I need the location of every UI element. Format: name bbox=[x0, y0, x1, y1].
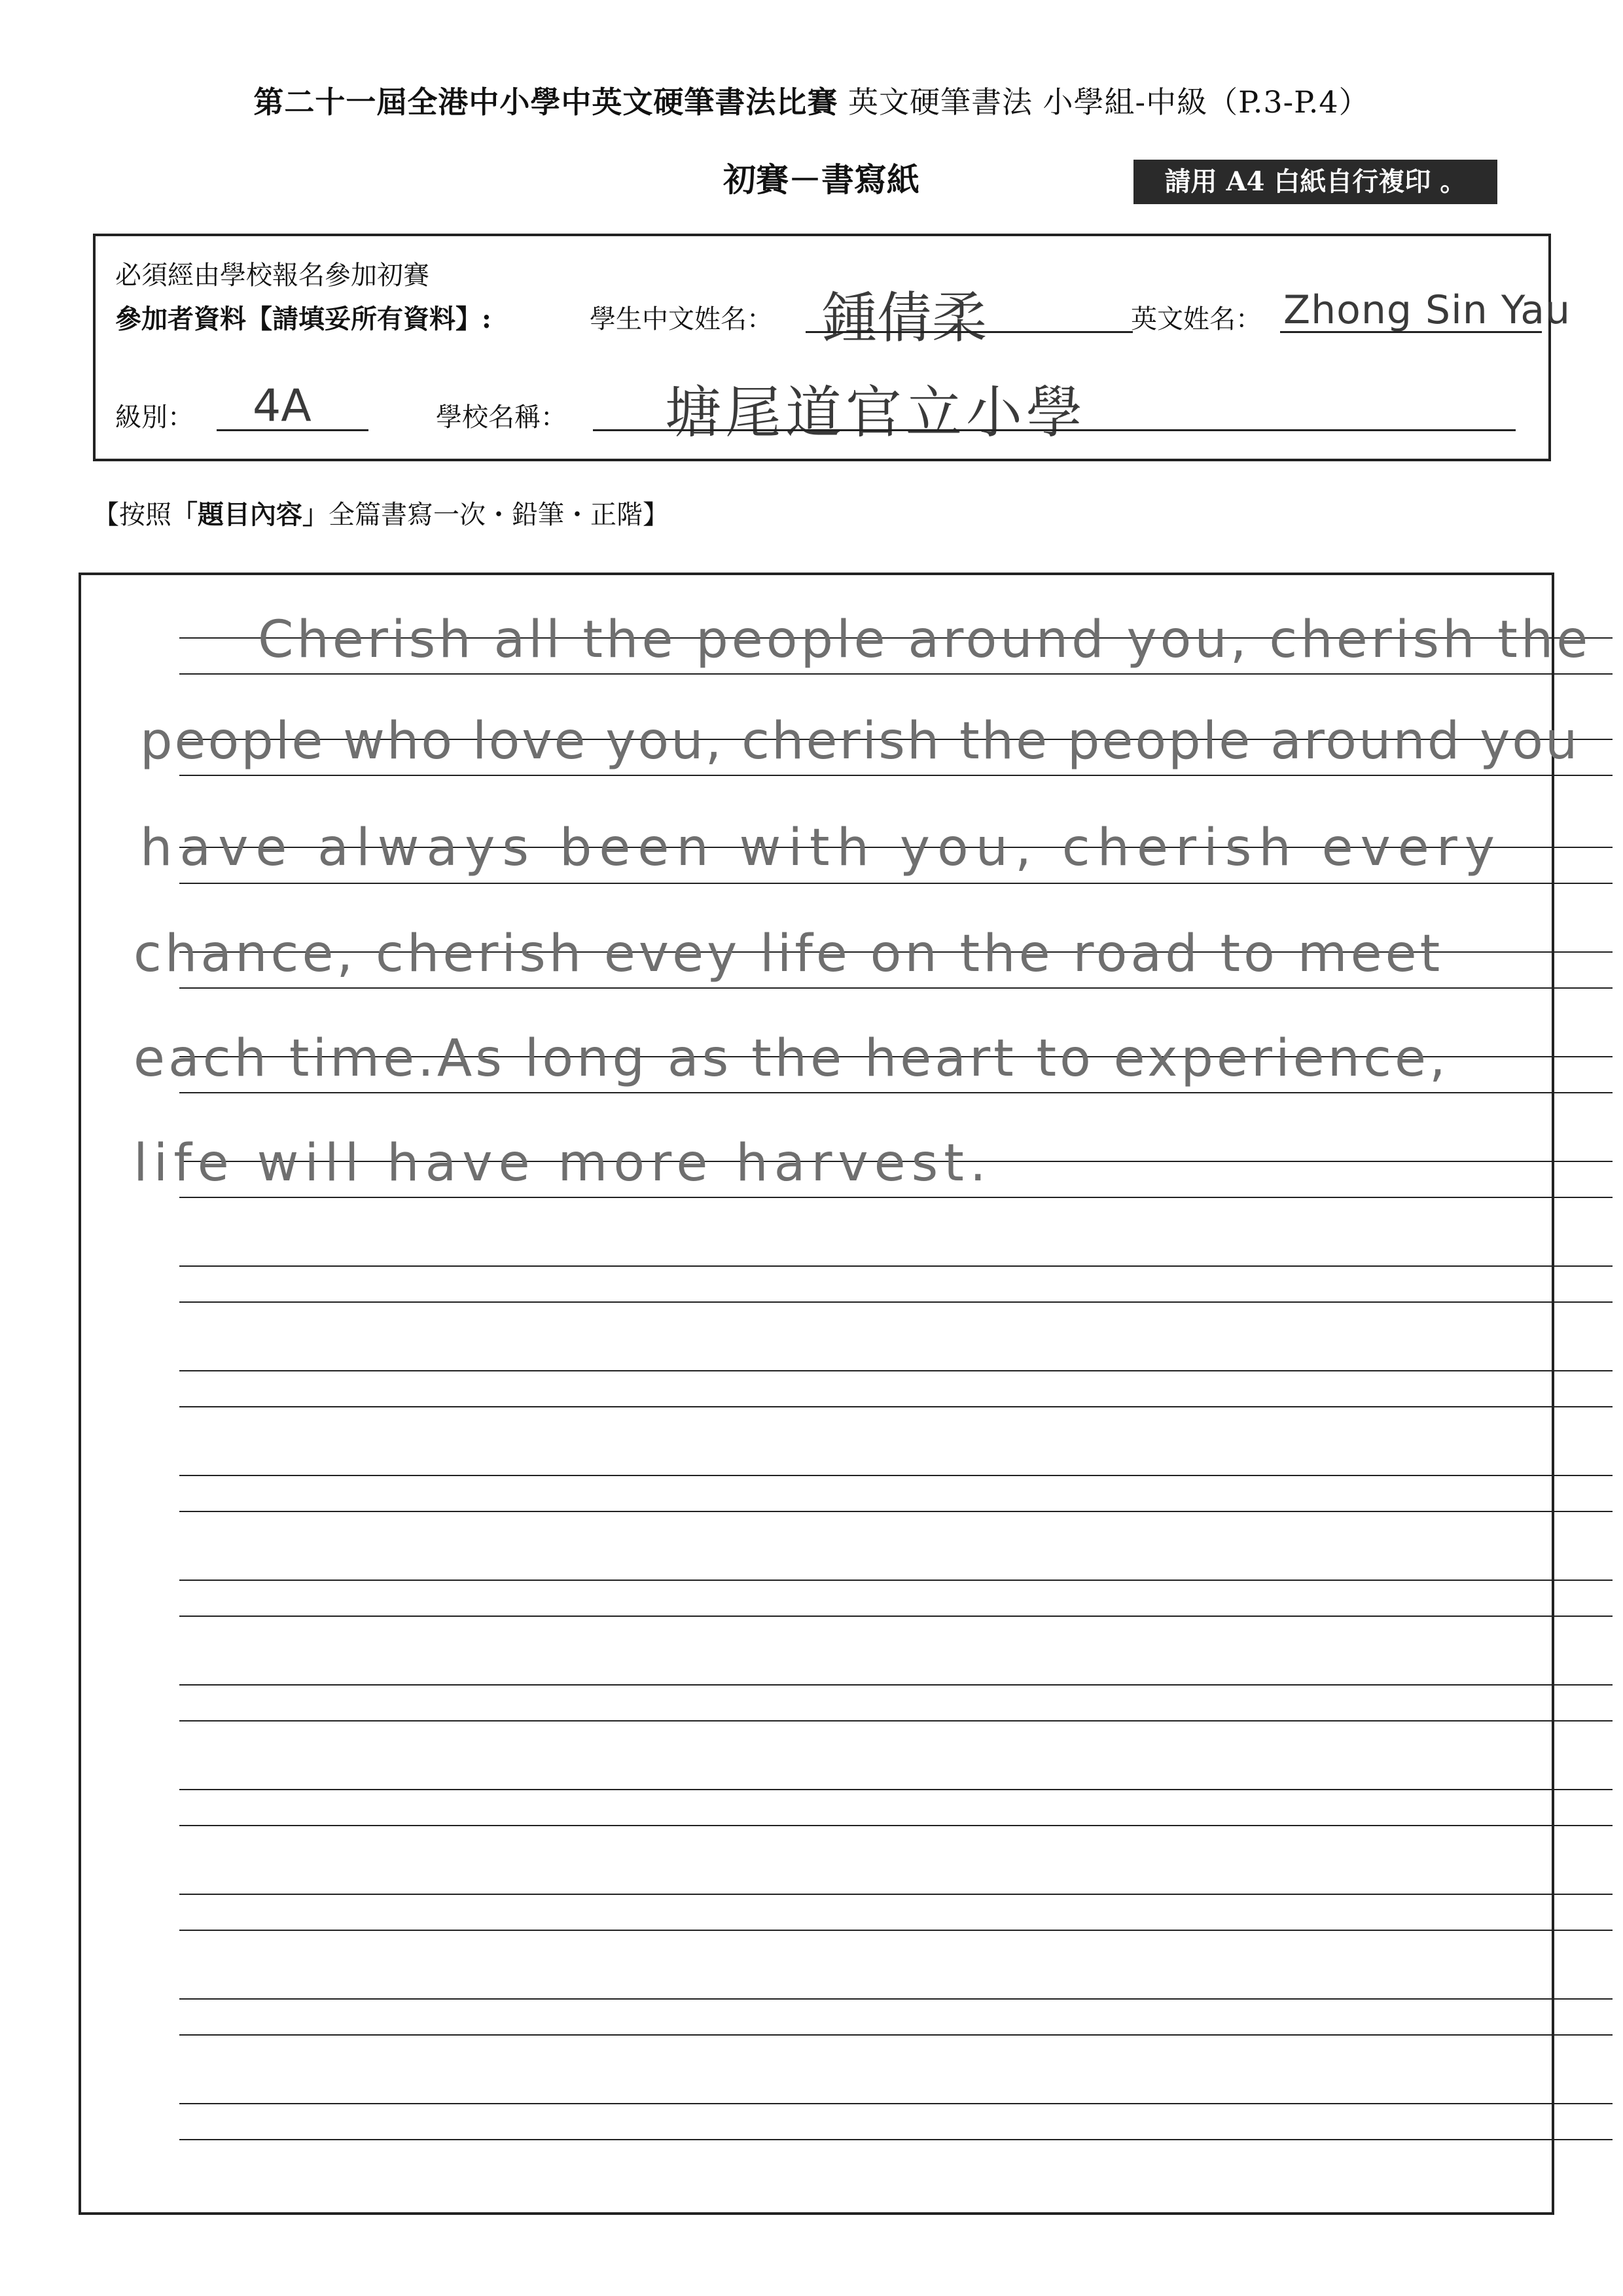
competition-category: 英文硬筆書法 小學組-中級（P.3-P.4） bbox=[847, 84, 1370, 120]
writing-rule bbox=[179, 1265, 1613, 1267]
writing-rule bbox=[179, 1930, 1613, 1931]
instruction-open: 【按照 bbox=[93, 500, 171, 530]
writing-rule bbox=[179, 1894, 1613, 1895]
writing-rule bbox=[179, 1720, 1613, 1722]
handwritten-line-1: Cherish all the people around you, cherish the bbox=[258, 610, 1592, 669]
class-label: 級別： bbox=[115, 402, 194, 433]
writing-rule bbox=[179, 1197, 1613, 1198]
participant-info-box bbox=[93, 234, 1571, 461]
school-entry-note: 必須經由學校報名參加初賽 bbox=[115, 260, 429, 291]
english-name-underline bbox=[1280, 331, 1542, 333]
writing-rule bbox=[179, 1511, 1613, 1512]
competition-title bbox=[0, 79, 1623, 122]
writing-rule bbox=[179, 1684, 1613, 1686]
class-underline bbox=[217, 429, 368, 431]
writing-rule bbox=[179, 2034, 1613, 2036]
school-name-value: 塘尾道官立小學 bbox=[665, 380, 1086, 446]
writing-rule bbox=[179, 1825, 1613, 1826]
handwritten-line-6: life will have more harvest. bbox=[134, 1134, 992, 1193]
writing-rule bbox=[179, 775, 1613, 776]
writing-rule bbox=[179, 1370, 1613, 1371]
handwritten-line-4: chance, cherish evey life on the road to meet bbox=[134, 925, 1444, 983]
writing-rule bbox=[179, 1406, 1613, 1407]
print-notice-badge: 請用 A4 白紙自行複印 。 bbox=[1133, 160, 1497, 204]
writing-rule bbox=[179, 1998, 1613, 2000]
participant-info-label: 參加者資料【請填妥所有資料】: bbox=[115, 304, 491, 334]
writing-rule bbox=[179, 987, 1613, 989]
instruction-topic: 「題目內容」 bbox=[171, 499, 329, 530]
writing-rule bbox=[179, 2103, 1613, 2104]
english-name-value: Zhong Sin Yau bbox=[1283, 287, 1571, 333]
writing-rule bbox=[179, 673, 1613, 675]
writing-rule bbox=[179, 2139, 1613, 2140]
class-value: 4A bbox=[253, 380, 312, 432]
writing-rule bbox=[179, 1475, 1613, 1476]
writing-rule bbox=[179, 883, 1613, 884]
writing-rule bbox=[179, 1616, 1613, 1617]
writing-instruction bbox=[93, 494, 669, 531]
chinese-name-value: 鍾倩柔 bbox=[822, 286, 988, 350]
writing-rule bbox=[179, 1301, 1613, 1303]
school-name-underline bbox=[593, 429, 1516, 431]
handwritten-line-5: each time.As long as the heart to experience, bbox=[134, 1029, 1449, 1088]
handwritten-line-3: have always been with you, cherish every bbox=[140, 819, 1503, 877]
chinese-name-label: 學生中文姓名： bbox=[590, 304, 773, 334]
writing-rule bbox=[179, 1580, 1613, 1581]
sheet-subtitle: 初賽－書寫紙 bbox=[723, 160, 919, 199]
writing-area bbox=[79, 573, 1592, 2215]
school-name-label: 學校名稱： bbox=[436, 402, 567, 433]
handwritten-line-2: people who love you, cherish the people around you bbox=[140, 712, 1580, 771]
english-name-label: 英文姓名： bbox=[1131, 304, 1262, 334]
competition-name: 第二十一屆全港中小學中英文硬筆書法比賽 bbox=[253, 84, 838, 120]
chinese-name-underline bbox=[806, 331, 1133, 333]
writing-rule bbox=[179, 1092, 1613, 1093]
instruction-close: 全篇書寫一次・鉛筆・正階】 bbox=[329, 500, 669, 530]
writing-rule bbox=[179, 1789, 1613, 1790]
